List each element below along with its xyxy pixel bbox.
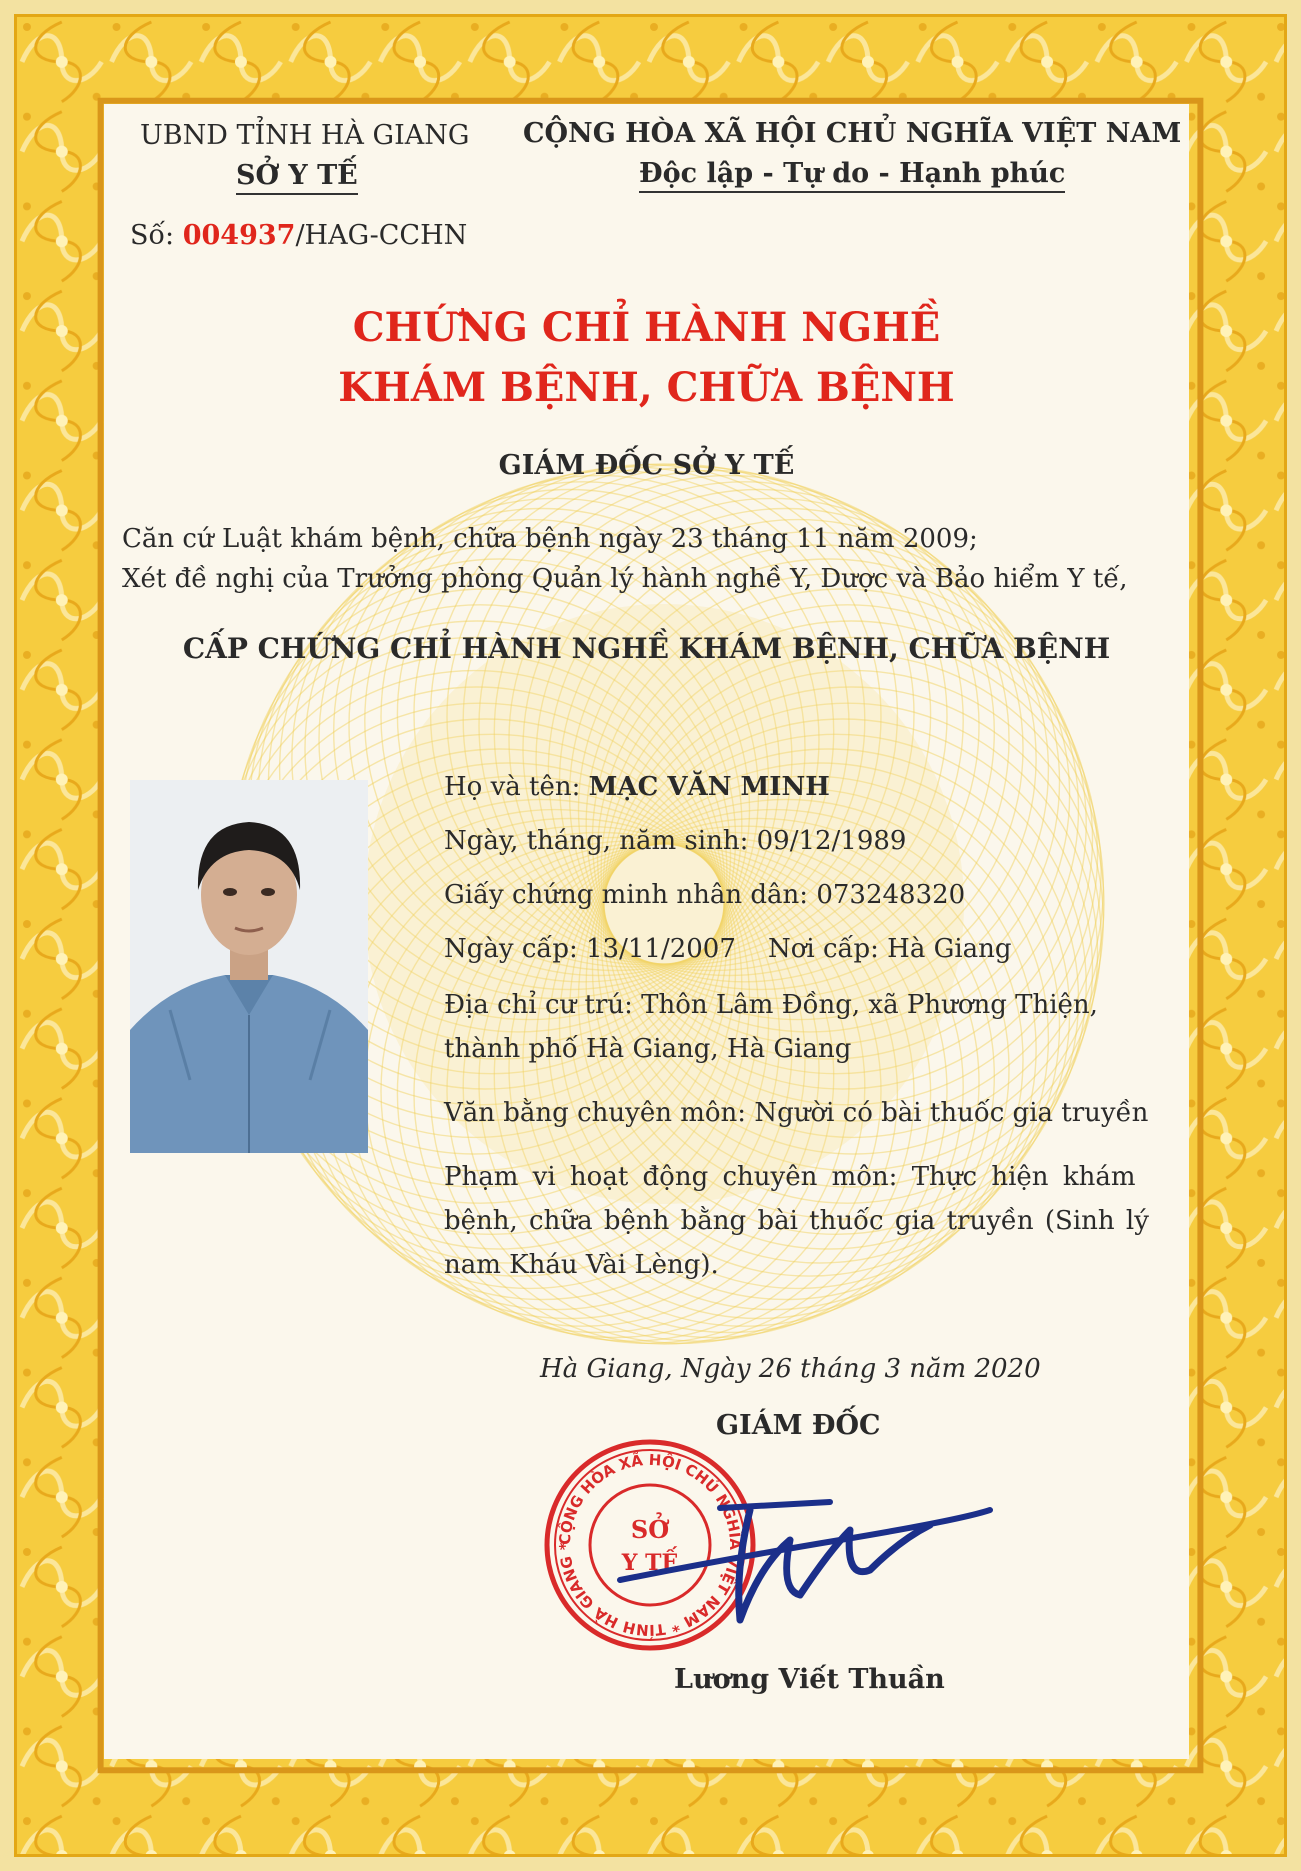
holder-issue-date-label: Ngày cấp: xyxy=(444,934,587,964)
certificate-title-line2: KHÁM BỆNH, CHỮA BỆNH xyxy=(338,364,955,411)
seal-ring-text: CỘNG HÒA XÃ HỘI CHỦ NGHĨA VIỆT NAM * TỈNH HÀ GIANG * xyxy=(555,1450,745,1640)
holder-qualification: Người có bài thuốc gia truyền xyxy=(754,1098,1149,1128)
holder-scope-line3: nam Kháu Vài Lèng). xyxy=(444,1250,719,1280)
holder-address-line2: thành phố Hà Giang, Hà Giang xyxy=(444,1034,852,1064)
holder-id-row xyxy=(444,880,965,910)
document-number-prefix: Số: xyxy=(130,220,183,251)
holder-address-row xyxy=(444,990,1098,1020)
holder-scope-line2: bệnh, chữa bệnh bằng bài thuốc gia truyền (Sinh lý xyxy=(444,1206,1149,1236)
holder-qualification-row xyxy=(444,1098,1148,1128)
holder-qualification-label: Văn bằng chuyên môn: xyxy=(444,1098,755,1128)
signature-icon xyxy=(600,1470,1000,1640)
portrait-photo-icon xyxy=(130,780,368,1153)
holder-name-label: Họ và tên: xyxy=(444,772,589,802)
legal-basis-line1: Căn cứ Luật khám bệnh, chữa bệnh ngày 23 tháng 11 năm 2009; xyxy=(122,524,978,554)
issuer-title: GIÁM ĐỐC SỞ Y TẾ xyxy=(498,450,795,481)
holder-dob-row xyxy=(444,826,906,856)
document-number-value: 004937 xyxy=(182,220,296,251)
document-number-suffix: /HAG-CCHN xyxy=(295,220,468,251)
signing-title: GIÁM ĐỐC xyxy=(716,1410,881,1441)
seal-center-line2: Y TẾ xyxy=(621,1550,679,1576)
holder-issue-place-row xyxy=(768,934,1012,964)
seal-center-line1: SỞ xyxy=(630,1515,670,1544)
holder-scope-line1: Phạm vi hoạt động chuyên môn: Thực hiện khám xyxy=(444,1162,1136,1192)
holder-issue-place: Hà Giang xyxy=(887,934,1012,964)
signer-name: Lương Viết Thuần xyxy=(674,1664,945,1695)
authority-name: UBND TỈNH HÀ GIANG xyxy=(140,120,470,151)
republic-name: CỘNG HÒA XÃ HỘI CHỦ NGHĨA VIỆT NAM xyxy=(523,118,1182,149)
certificate-title-line1: CHỨNG CHỈ HÀNH NGHỀ xyxy=(352,304,941,351)
holder-issue-date-row xyxy=(444,934,736,964)
national-motto: Độc lập - Tự do - Hạnh phúc xyxy=(639,158,1065,193)
holder-dob-label: Ngày, tháng, năm sinh: xyxy=(444,826,757,856)
department-name: SỞ Y TẾ xyxy=(236,160,358,195)
holder-issue-date: 13/11/2007 xyxy=(586,934,736,964)
holder-id-number: 073248320 xyxy=(816,880,966,910)
holder-name-row xyxy=(444,772,830,802)
holder-address-label: Địa chỉ cư trú: xyxy=(444,990,642,1020)
grant-statement: CẤP CHỨNG CHỈ HÀNH NGHỀ KHÁM BỆNH, CHỮA BỆNH xyxy=(182,632,1111,665)
holder-address-line1: Thôn Lâm Đồng, xã Phương Thiện, xyxy=(641,990,1098,1020)
holder-dob: 09/12/1989 xyxy=(756,826,907,856)
legal-basis-line2: Xét đề nghị của Trưởng phòng Quản lý hành nghề Y, Dược và Bảo hiểm Y tế, xyxy=(122,564,1128,594)
holder-issue-place-label: Nơi cấp: xyxy=(768,934,888,964)
holder-id-label: Giấy chứng minh nhân dân: xyxy=(444,880,817,910)
holder-name: MẠC VĂN MINH xyxy=(588,772,830,802)
signing-place-date: Hà Giang, Ngày 26 tháng 3 năm 2020 xyxy=(540,1354,1041,1384)
document-number xyxy=(130,220,467,251)
